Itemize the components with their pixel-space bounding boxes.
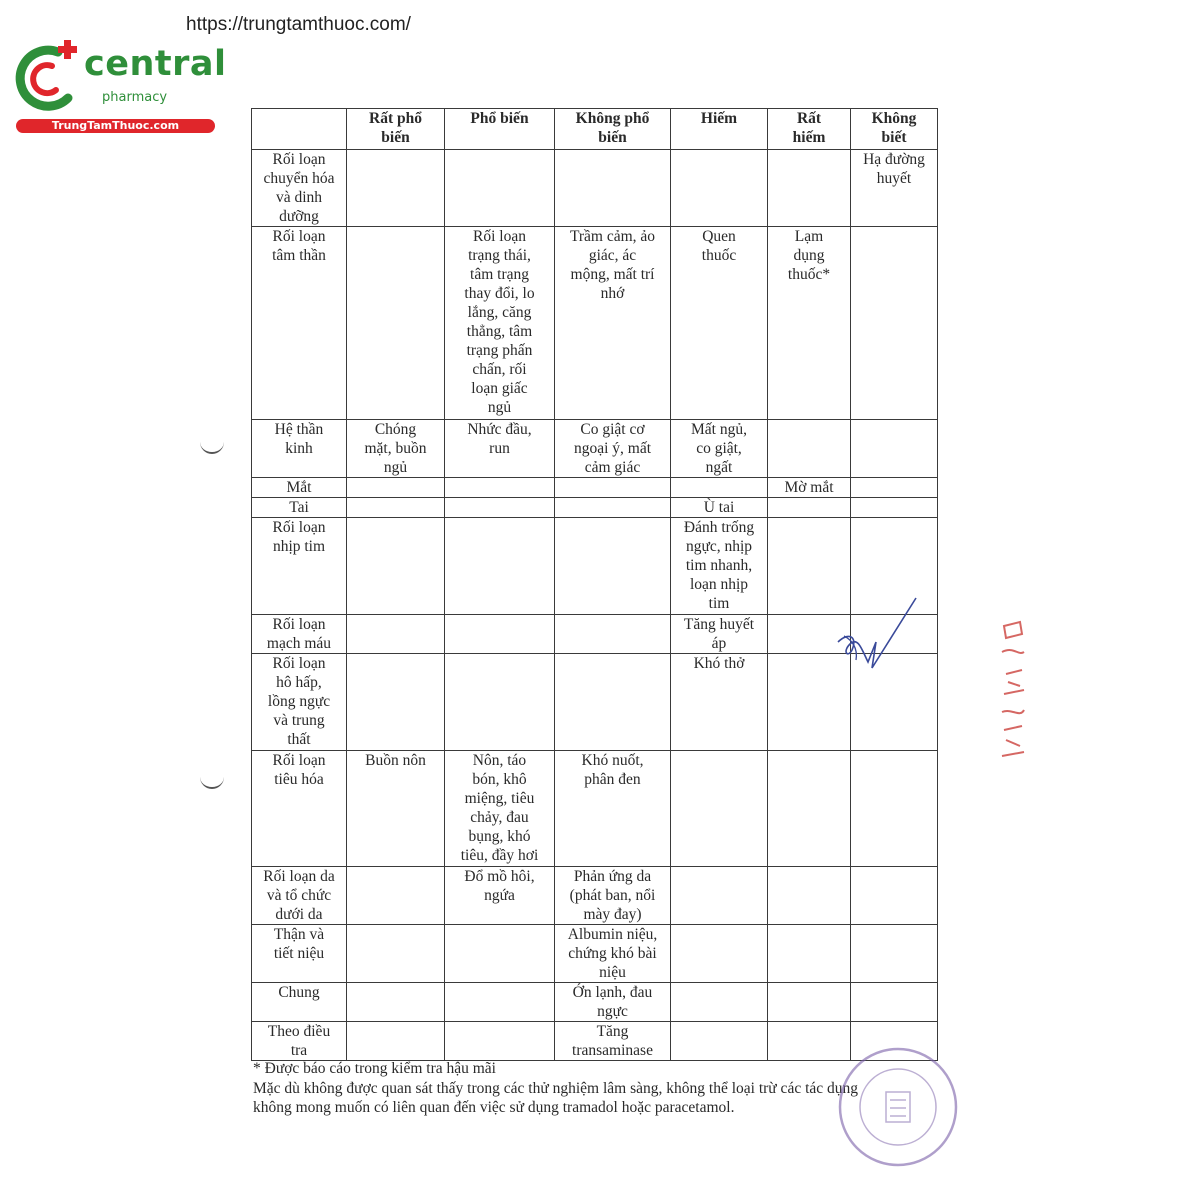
row-category-cell: Rối loạn tâm thần <box>252 227 347 420</box>
table-cell <box>671 1022 768 1061</box>
table-cell: Phản ứng da (phát ban, nổi mày đay) <box>555 867 671 925</box>
table-cell <box>768 498 851 518</box>
table-row <box>252 983 938 1022</box>
table-cell <box>445 150 555 227</box>
table-cell <box>851 925 938 983</box>
table-cell <box>445 498 555 518</box>
table-cell <box>347 925 445 983</box>
row-category-cell: Hệ thần kinh <box>252 420 347 478</box>
table-cell: Khó thở <box>671 654 768 751</box>
table-cell: Trầm cảm, ảo giác, ác mộng, mất trí nhớ <box>555 227 671 420</box>
table-cell <box>851 420 938 478</box>
column-header: Rất hiếm <box>768 109 851 150</box>
row-category-cell: Rối loạn tiêu hóa <box>252 751 347 867</box>
table-header-row <box>252 109 938 150</box>
table-cell <box>445 983 555 1022</box>
table-cell <box>347 1022 445 1061</box>
source-url[interactable]: https://trungtamthuoc.com/ <box>186 14 411 35</box>
table-cell <box>671 478 768 498</box>
table-cell <box>347 227 445 420</box>
table-cell: Hạ đường huyết <box>851 150 938 227</box>
table-cell <box>347 867 445 925</box>
row-category-cell: Rối loạn da và tổ chức dưới da <box>252 867 347 925</box>
table-cell <box>347 498 445 518</box>
table-cell: Co giật cơ ngoại ý, mất cảm giác <box>555 420 671 478</box>
table-cell: Albumin niệu, chứng khó bài niệu <box>555 925 671 983</box>
column-header: Không biết <box>851 109 938 150</box>
table-cell <box>768 867 851 925</box>
table-cell: Rối loạn trạng thái, tâm trạng thay đổi, lo lắng, căng thẳng, tâm trạng phấn chấn, rối loạn giấc ngủ <box>445 227 555 420</box>
table-cell <box>671 925 768 983</box>
table-cell <box>445 615 555 654</box>
table-cell: Nhức đầu, run <box>445 420 555 478</box>
row-category-cell: Rối loạn nhịp tim <box>252 518 347 615</box>
table-cell <box>555 518 671 615</box>
table-cell <box>445 1022 555 1061</box>
table-cell: Quen thuốc <box>671 227 768 420</box>
table-cell <box>851 478 938 498</box>
table-cell <box>851 498 938 518</box>
footnote-postmarketing: * Được báo cáo trong kiểm tra hậu mãi <box>253 1060 496 1077</box>
table-cell <box>768 983 851 1022</box>
table-row <box>252 420 938 478</box>
table-cell: Mất ngủ, co giật, ngất <box>671 420 768 478</box>
table-cell <box>768 751 851 867</box>
brand-subtitle: pharmacy <box>102 90 168 105</box>
table-cell: Đổ mồ hôi, ngứa <box>445 867 555 925</box>
table-row <box>252 867 938 925</box>
table-cell <box>671 867 768 925</box>
table-cell: Buồn nôn <box>347 751 445 867</box>
table-cell <box>768 150 851 227</box>
table-cell <box>671 983 768 1022</box>
table-cell <box>671 150 768 227</box>
row-category-cell: Theo điều tra <box>252 1022 347 1061</box>
table-cell <box>347 654 445 751</box>
table-cell <box>671 751 768 867</box>
table-row <box>252 227 938 420</box>
table-cell <box>851 867 938 925</box>
table-cell: Chóng mặt, buồn ngủ <box>347 420 445 478</box>
table-cell: Tăng huyết áp <box>671 615 768 654</box>
row-category-cell: Tai <box>252 498 347 518</box>
table-row <box>252 498 938 518</box>
table-row <box>252 150 938 227</box>
table-cell <box>445 478 555 498</box>
table-cell <box>851 751 938 867</box>
table-cell <box>768 420 851 478</box>
row-category-cell: Thận và tiết niệu <box>252 925 347 983</box>
table-cell <box>851 983 938 1022</box>
brand-name: central <box>84 44 227 84</box>
table-cell <box>555 498 671 518</box>
table-cell: Tăng transaminase <box>555 1022 671 1061</box>
column-header: Hiếm <box>671 109 768 150</box>
adverse-effects-table <box>251 108 938 1061</box>
table-cell <box>555 478 671 498</box>
footnote-line-2: không mong muốn có liên quan đến việc sử dụng tramadol hoặc paracetamol. <box>253 1099 735 1116</box>
table-cell: Ù tai <box>671 498 768 518</box>
table-cell <box>347 478 445 498</box>
pharmacy-cross-logo-icon <box>10 38 90 118</box>
column-header: Phổ biến <box>445 109 555 150</box>
punch-hole-mark <box>200 775 224 789</box>
table-cell: Mờ mắt <box>768 478 851 498</box>
table-cell <box>768 925 851 983</box>
row-category-cell: Mắt <box>252 478 347 498</box>
punch-hole-mark <box>200 440 224 454</box>
column-header: Rất phổ biến <box>347 109 445 150</box>
table-cell <box>445 518 555 615</box>
row-category-cell: Rối loạn mạch máu <box>252 615 347 654</box>
table-cell: Lạm dụng thuốc* <box>768 227 851 420</box>
column-header <box>252 109 347 150</box>
table-cell <box>445 925 555 983</box>
table-cell <box>347 150 445 227</box>
table-cell <box>555 615 671 654</box>
table-cell: Nôn, táo bón, khô miệng, tiêu chảy, đau bụng, khó tiêu, đầy hơi <box>445 751 555 867</box>
row-category-cell: Rối loạn hô hấp, lồng ngực và trung thất <box>252 654 347 751</box>
red-stamp-mark-icon <box>996 612 1030 772</box>
table-row <box>252 925 938 983</box>
table-cell: Ớn lạnh, đau ngực <box>555 983 671 1022</box>
table-cell <box>445 654 555 751</box>
table-cell <box>555 654 671 751</box>
brand-site-label: TrungTamThuoc.com <box>16 119 215 133</box>
footnote-line-1: Mặc dù không được quan sát thấy trong các thử nghiệm lâm sàng, không thể loại trừ các tác dụng <box>253 1080 859 1097</box>
table-cell <box>851 227 938 420</box>
table-row <box>252 478 938 498</box>
row-category-cell: Rối loạn chuyển hóa và dinh dưỡng <box>252 150 347 227</box>
table-cell <box>347 615 445 654</box>
table-cell: Đánh trống ngực, nhịp tim nhanh, loạn nhịp tim <box>671 518 768 615</box>
signature-mark-icon <box>828 592 923 682</box>
table-cell <box>347 983 445 1022</box>
row-category-cell: Chung <box>252 983 347 1022</box>
central-pharmacy-logo <box>10 38 227 138</box>
company-seal-icon <box>828 1042 968 1172</box>
table-cell <box>555 150 671 227</box>
column-header: Không phổ biến <box>555 109 671 150</box>
table-row <box>252 751 938 867</box>
table-cell <box>347 518 445 615</box>
table-cell: Khó nuốt, phân đen <box>555 751 671 867</box>
